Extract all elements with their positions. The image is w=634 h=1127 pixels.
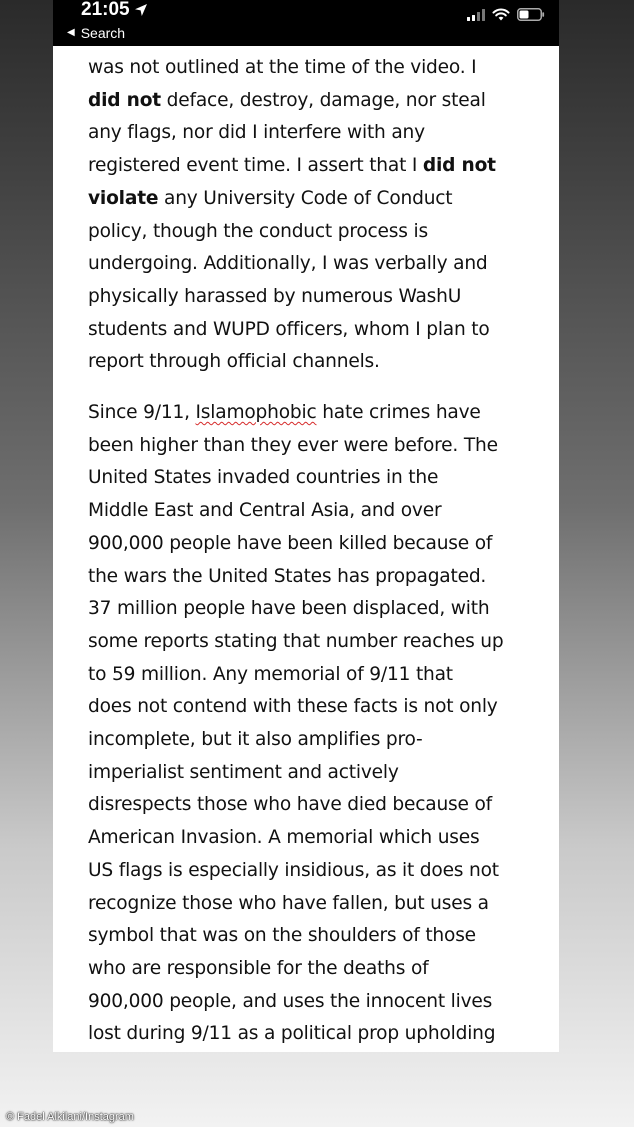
- document-line: [88, 626, 538, 659]
- text-run: US flags is especially insidious, as it does not: [88, 859, 499, 881]
- text-run: recognize those who have fallen, but uses a: [88, 892, 489, 914]
- text-run: 900,000 people have been killed because of: [88, 532, 493, 554]
- document-line: [88, 248, 538, 281]
- document-line: [88, 724, 538, 757]
- spellcheck-flagged-word[interactable]: Islamophobic: [195, 402, 317, 424]
- text-run: report through official channels.: [88, 351, 380, 373]
- document-line: [88, 281, 538, 314]
- status-icons: [467, 8, 545, 21]
- bold-text: violate: [88, 187, 159, 209]
- photo-credit: © Fadel Alkilani/Instagram: [6, 1111, 134, 1123]
- text-run: policy, though the conduct process is: [88, 220, 428, 242]
- document-line: [88, 1018, 538, 1051]
- document-line: [88, 183, 538, 216]
- document-line: [88, 52, 538, 85]
- time-group: [81, 0, 148, 20]
- document-line: [88, 117, 538, 150]
- document-body: [88, 52, 538, 1051]
- text-run: undergoing. Additionally, I was verbally and: [88, 253, 488, 275]
- document-line: [88, 314, 538, 347]
- text-run: American Invasion. A memorial which uses: [88, 827, 480, 849]
- wifi-icon: [492, 8, 510, 21]
- text-run: 900,000 people, and uses the innocent lives: [88, 990, 493, 1012]
- text-run: deface, destroy, damage, nor steal: [160, 89, 486, 111]
- document-line: [88, 430, 538, 463]
- document-line: [88, 216, 538, 249]
- text-run: students and WUPD officers, whom I plan to: [88, 318, 490, 340]
- clock-time: 21:05: [81, 0, 130, 20]
- text-run: any University Code of Conduct: [158, 187, 453, 209]
- text-run: been higher than they ever were before. The: [88, 434, 498, 456]
- bold-text: did not: [422, 155, 496, 177]
- text-run: symbol that was on the shoulders of those: [88, 925, 476, 947]
- document-line: [88, 659, 538, 692]
- text-run: disrespects those who have died because of: [88, 794, 492, 816]
- document-line: [88, 953, 538, 986]
- text-run: the wars the United States has propagated.: [88, 565, 487, 587]
- text-run: to 59 million. Any memorial of 9/11 that: [88, 663, 453, 685]
- document-page: [53, 46, 559, 1052]
- text-run: United States invaded countries in the: [88, 467, 439, 489]
- back-to-search-link[interactable]: [67, 25, 125, 41]
- document-line: [88, 397, 538, 430]
- document-line: [88, 85, 538, 118]
- bold-text: did not: [88, 89, 161, 111]
- location-arrow-icon: [134, 3, 148, 17]
- document-line: [88, 855, 538, 888]
- document-line: [88, 920, 538, 953]
- document-line: [88, 789, 538, 822]
- document-line: [88, 346, 538, 379]
- text-run: does not contend with these facts is not only: [88, 696, 498, 718]
- document-line: [88, 462, 538, 495]
- text-run: any flags, nor did I interfere with any: [88, 122, 425, 144]
- document-line: [88, 528, 538, 561]
- text-run: registered event time. I assert that I: [88, 155, 423, 177]
- text-run: 37 million people have been displaced, with: [88, 598, 490, 620]
- back-triangle-icon: ◀: [67, 27, 75, 38]
- document-line: [88, 495, 538, 528]
- document-line: [88, 888, 538, 921]
- text-run: was not outlined at the time of the video. I: [88, 57, 477, 78]
- document-line: [88, 822, 538, 855]
- document-line: [88, 986, 538, 1019]
- back-link-label: Search: [80, 25, 126, 41]
- text-run: lost during 9/11 as a political prop upholding: [88, 1023, 496, 1045]
- document-line: [88, 150, 538, 183]
- status-bar: [53, 0, 559, 46]
- text-run: incomplete, but it also amplifies pro-: [88, 729, 423, 751]
- document-line: [88, 757, 538, 790]
- cellular-signal-icon: [467, 9, 485, 21]
- paragraph-gap: [88, 379, 538, 397]
- text-run: Middle East and Central Asia, and over: [88, 500, 442, 522]
- text-run: some reports stating that number reaches up: [88, 630, 504, 652]
- text-run: Since 9/11,: [88, 402, 196, 424]
- document-line: [88, 691, 538, 724]
- document-line: [88, 561, 538, 594]
- text-run: physically harassed by numerous WashU: [88, 285, 462, 307]
- text-run: who are responsible for the deaths of: [88, 957, 429, 979]
- text-run: hate crimes have: [316, 402, 481, 424]
- document-line: [88, 593, 538, 626]
- text-run: imperialist sentiment and actively: [88, 761, 399, 783]
- battery-icon: [517, 8, 545, 21]
